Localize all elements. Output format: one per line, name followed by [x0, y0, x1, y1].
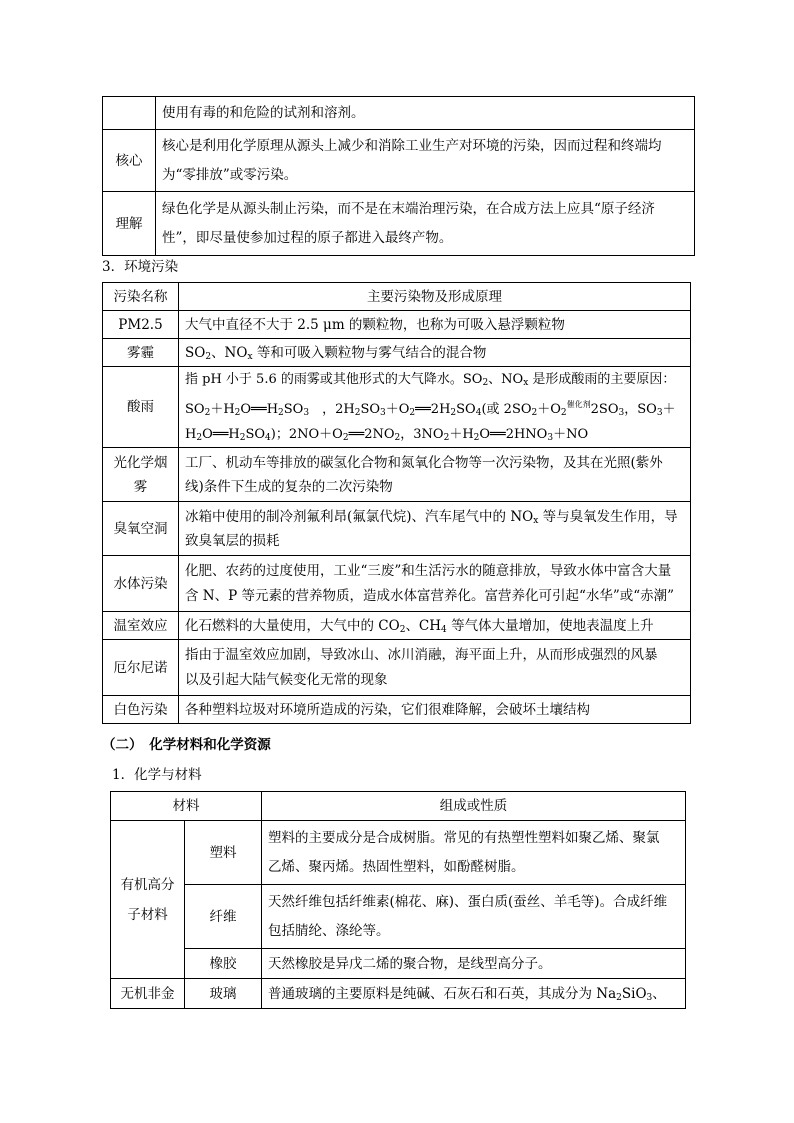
material-sub: 塑料: [185, 821, 262, 885]
table-row: [103, 502, 691, 556]
table-header: [111, 792, 686, 821]
pollution-name: 温室效应: [103, 612, 179, 640]
section-er-title: （二） 化学材料和化学资源: [102, 737, 271, 753]
material-group: 无机非金: [111, 979, 185, 1009]
table-row: [103, 130, 695, 192]
material-sub: 纤维: [185, 885, 262, 949]
green-chemistry-table: [102, 96, 695, 256]
material-sub: 橡胶: [185, 949, 262, 979]
pollution-table: [102, 282, 691, 724]
table-row: [103, 97, 695, 130]
pollution-name: PM2.5: [103, 311, 179, 339]
header-cell: 主要污染物及形成原理: [179, 283, 691, 311]
table-row: [103, 339, 691, 367]
pollution-desc: $SO_2$、$NO_x$ 等和可吸入颗粒物与雾气结合的混合物: [179, 339, 691, 367]
pollution-name: 酸雨: [103, 367, 179, 448]
table-header: [103, 283, 691, 311]
pollution-desc: 冰箱中使用的制冷剂氟利昂(氟氯代烷)、汽车尾气中的 $NO_x$ 等与臭氧发生作用，导 致臭氧层的损耗: [179, 502, 691, 556]
table-row: [103, 640, 691, 696]
table-row: [103, 696, 691, 724]
pollution-desc: 化肥、农药的过度使用，工业“三废”和生活污水的随意排放，导致水体中富含大量 含 N、P 等元素的营养物质，造成水体富营养化。富营养化可引起“水华”或“赤潮”: [179, 556, 691, 612]
row-text: 使用有毒的和危险的试剂和溶剂。: [156, 97, 695, 130]
row-label: [103, 97, 156, 130]
header-cell: 组成或性质: [262, 792, 686, 821]
table-row: [111, 885, 686, 949]
pollution-desc: 指由于温室效应加剧，导致冰山、冰川消融，海平面上升，从而形成强烈的风暴 以及引起大陆气候变化无常的现象: [179, 640, 691, 696]
pollution-desc: 大气中直径不大于 2.5 μm 的颗粒物，也称为可吸入悬浮颗粒物: [179, 311, 691, 339]
table-row: [111, 949, 686, 979]
pollution-name: 光化学烟 雾: [103, 448, 179, 502]
table-row: [103, 192, 695, 256]
material-desc: 天然纤维包括纤维素(棉花、麻)、蛋白质(蚕丝、羊毛等)。合成纤维 包括腈纶、涤纶等。: [262, 885, 686, 949]
table-row: [111, 979, 686, 1009]
row-text: 绿色化学是从源头制止污染，而不是在末端治理污染，在合成方法上应具“原子经济性”，即尽量使参加过程的原子都进入最终产物。: [156, 192, 695, 256]
material-desc: 塑料的主要成分是合成树脂。常见的有热塑性塑料如聚乙烯、聚氯 乙烯、聚丙烯。热固性塑料，如酚醛树脂。: [262, 821, 686, 885]
pollution-desc: 工厂、机动车等排放的碳氢化合物和氮氧化合物等一次污染物，及其在光照(紫外 线)条件下生成的复杂的二次污染物: [179, 448, 691, 502]
material-sub: 玻璃: [185, 979, 262, 1009]
material-desc: 天然橡胶是异戊二烯的聚合物，是线型高分子。: [262, 949, 686, 979]
materials-table: [110, 791, 686, 1009]
pollution-desc: 化石燃料的大量使用，大气中的 $CO_2$、$CH_4$ 等气体大量增加，使地表温度上升: [179, 612, 691, 640]
table-row: [103, 448, 691, 502]
table-row: [103, 612, 691, 640]
table-row: [103, 367, 691, 448]
material-group: 有机高分 子材料: [111, 821, 185, 979]
section-3-title: 3．环境污染: [102, 259, 179, 275]
row-label: 核心: [103, 130, 156, 192]
table-row: [103, 311, 691, 339]
pollution-name: 臭氧空洞: [103, 502, 179, 556]
pollution-name: 雾霾: [103, 339, 179, 367]
table-row: [103, 556, 691, 612]
row-text: 核心是利用化学原理从源头上减少和消除工业生产对环境的污染，因而过程和终端均为“零排放”或零污染。: [156, 130, 695, 192]
section-1-title: 1．化学与材料: [112, 767, 202, 783]
pollution-name: 白色污染: [103, 696, 179, 724]
pollution-desc: 各种塑料垃圾对环境所造成的污染，它们很难降解，会破坏土壤结构: [179, 696, 691, 724]
pollution-name: 厄尔尼诺: [103, 640, 179, 696]
pollution-desc: 指 pH 小于 5.6 的雨雾或其他形式的大气降水。$SO_2$、$NO_x$ 是形成酸雨的主要原因： $SO_2+H_2O══H_2SO_3$ ，$2H_2SO_3+O_2══2H_2SO_4$(或 $2SO_2+O_2^{催化剂}2SO_3$，$SO_3+$ $H_2O══H_2SO_4$)；$2NO+O_2══2NO_2$，$3NO_2+H_2O══2HNO_3+NO$: [179, 367, 691, 448]
material-desc: 普通玻璃的主要原料是纯碱、石灰石和石英，其成分为 $Na_2SiO_3$、: [262, 979, 686, 1009]
pollution-name: 水体污染: [103, 556, 179, 612]
table-row: [111, 821, 686, 885]
header-cell: 材料: [111, 792, 262, 821]
row-label: 理解: [103, 192, 156, 256]
header-cell: 污染名称: [103, 283, 179, 311]
